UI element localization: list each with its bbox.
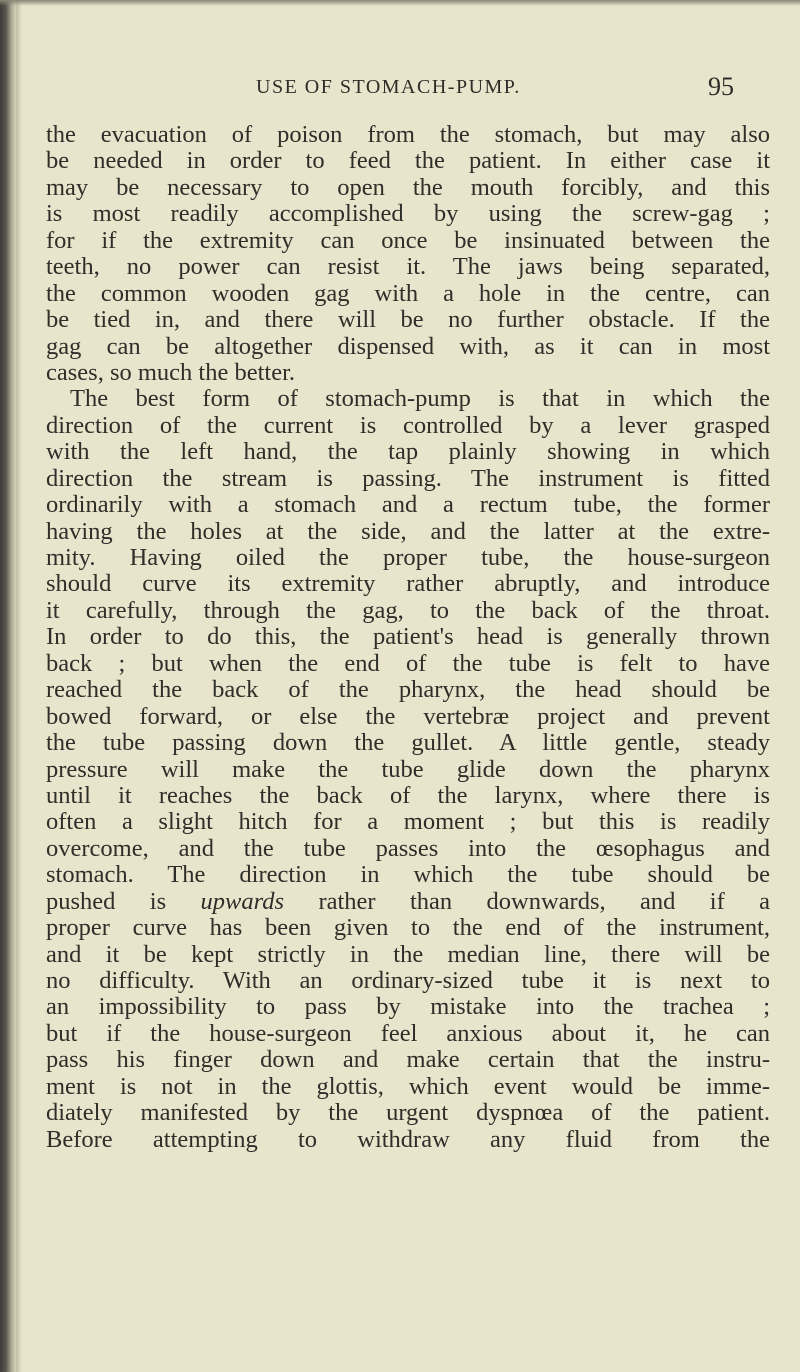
text-line: but if the house-surgeon feel anxious about it, he can [46, 1019, 770, 1047]
text-line-upwards [46, 889, 770, 915]
text-line: should curve its extremity rather abruptly, and introduce [46, 570, 770, 598]
text-line: is most readily accomplished by using the screw-gag ; [46, 200, 770, 228]
text-line: diately manifested by the urgent dyspnœa of the patient. [46, 1099, 770, 1127]
book-gutter [0, 0, 16, 1372]
text-line: having the holes at the side, and the latter at the extre- [46, 517, 770, 545]
page-number: 95 [708, 72, 734, 101]
text-line: cases, so much the better. [46, 358, 296, 386]
text-line: back ; but when the end of the tube is felt to have [46, 649, 770, 677]
text-line: and it be kept strictly in the median line, there will be [46, 940, 770, 968]
text-line: proper curve has been given to the end of the instrument, [46, 914, 770, 942]
text-line: for if the extremity can once be insinuated between the [46, 226, 770, 254]
text-line: with the left hand, the tap plainly showing in which [46, 438, 770, 466]
text-line: the tube passing down the gullet. A little gentle, steady [46, 729, 770, 757]
text-line: be needed in order to feed the patient. In either case it [46, 147, 770, 175]
text-line: The best form of stomach-pump is that in which the [70, 385, 770, 413]
text-line: pass his finger down and make certain that the instru- [46, 1046, 770, 1074]
text-line: reached the back of the pharynx, the head should be [46, 676, 770, 704]
text-line: be tied in, and there will be no further obstacle. If the [46, 306, 770, 334]
text-line: mity. Having oiled the proper tube, the house-surgeon [46, 544, 770, 571]
body-text [46, 122, 770, 1153]
text-fragment: rather than downwards, and if a [284, 887, 770, 915]
text-line: ordinarily with a stomach and a rectum tube, the former [46, 491, 770, 519]
text-line: overcome, and the tube passes into the œsophagus and [46, 834, 770, 862]
top-edge-shadow [0, 0, 800, 6]
text-line: it carefully, through the gag, to the back of the throat. [46, 596, 770, 624]
text-line: gag can be altogether dispensed with, as it can in most [46, 332, 770, 360]
text-line: no difficulty. With an ordinary-sized tube it is next to [46, 967, 770, 994]
text-line: often a slight hitch for a moment ; but this is readily [46, 808, 770, 836]
text-line: the evacuation of poison from the stomach, but may also [46, 121, 770, 148]
text-line: pressure will make the tube glide down the pharynx [46, 755, 770, 783]
text-line: stomach. The direction in which the tube should be [46, 861, 770, 889]
text-line: Before attempting to withdraw any fluid from the [46, 1125, 770, 1153]
text-line: direction the stream is passing. The instrument is fitted [46, 464, 770, 492]
text-line: an impossibility to pass by mistake into the trachea ; [46, 993, 770, 1021]
text-line: until it reaches the back of the larynx, where there is [46, 781, 770, 809]
text-line: ment is not in the glottis, which event would be imme- [46, 1072, 770, 1100]
text-line: bowed forward, or else the vertebræ project and prevent [46, 702, 770, 730]
gutter-shadow [16, 0, 22, 1372]
text-line: In order to do this, the patient's head is generally thrown [46, 623, 770, 651]
text-line: the common wooden gag with a hole in the centre, can [46, 279, 770, 307]
text-line: direction of the current is controlled by a lever grasped [46, 411, 770, 439]
italic-emphasis: upwards [200, 887, 285, 915]
text-line: may be necessary to open the mouth forcibly, and this [46, 173, 770, 201]
text-fragment: pushed is [46, 887, 201, 915]
running-head: USE OF STOMACH-PUMP. [256, 76, 521, 98]
text-line: teeth, no power can resist it. The jaws being separated, [46, 253, 770, 281]
